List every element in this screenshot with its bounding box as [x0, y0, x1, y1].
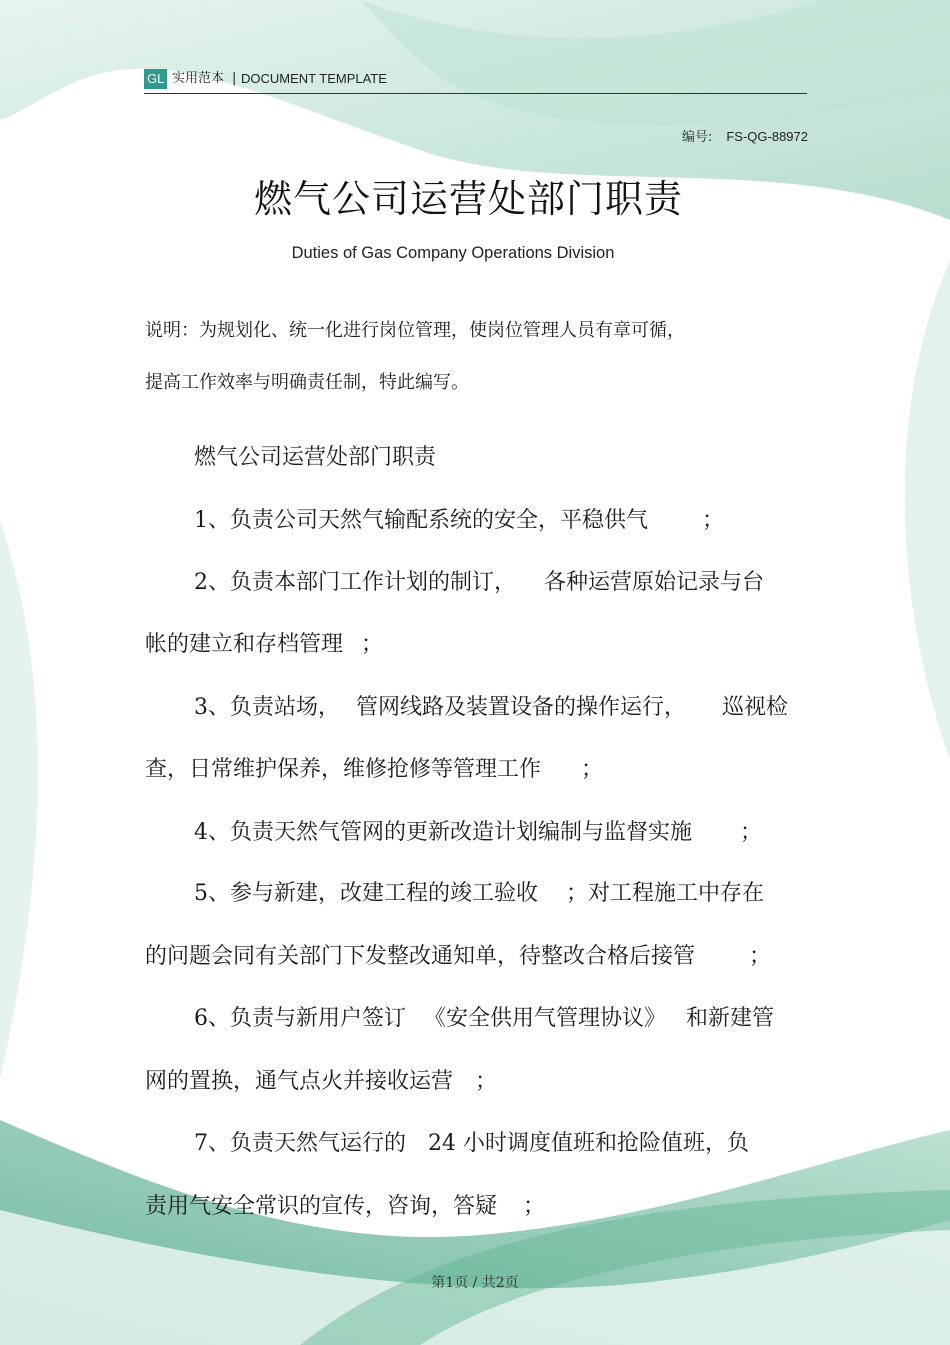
- note-line-2: 提高工作效率与明确责任制，特此编写。: [145, 372, 469, 393]
- header-category: 实用范本: [172, 71, 225, 86]
- body-line: 2、负责本部门工作计划的制订， 各种运营原始记录与台: [194, 570, 765, 595]
- document-number-label: 编号:: [681, 130, 713, 145]
- body-line: 网的置换，通气点火并接收运营 ；: [145, 1069, 498, 1094]
- page-footer: 第1页 / 共2页: [431, 1275, 519, 1291]
- note-line-1: 说明：为规划化、统一化进行岗位管理，使岗位管理人员有章可循，: [145, 320, 685, 341]
- header-template-label: DOCUMENT TEMPLATE: [241, 71, 387, 86]
- body-line: 5、参与新建，改建工程的竣工验收 ；对工程施工中存在: [194, 881, 765, 906]
- header-separator: |: [232, 71, 237, 86]
- logo-badge: GL: [144, 69, 167, 89]
- page-header: [144, 69, 807, 94]
- body-line: 6、负责与新用户签订 《安全供用气管理协议》 和新建管: [194, 1006, 775, 1031]
- document-number-value: FS-QG-88972: [726, 129, 808, 144]
- body-line: 帐的建立和存档管理 ；: [145, 632, 384, 657]
- body-line: 责用气安全常识的宣传，咨询，答疑 ；: [145, 1194, 546, 1219]
- body-line: 的问题会同有关部门下发整改通知单，待整改合格后接管 ；: [145, 944, 772, 969]
- body-line: 查，日常维护保养，维修抢修等管理工作 ；: [145, 757, 604, 782]
- body-line: 燃气公司运营处部门职责: [194, 445, 437, 470]
- body-line: 4、负责天然气管网的更新改造计划编制与监督实施 ；: [194, 820, 763, 845]
- page-subtitle: Duties of Gas Company Operations Division: [291, 244, 615, 262]
- page-title: 燃气公司运营处部门职责: [253, 177, 683, 221]
- body-line: 3、负责站场， 管网线路及装置设备的操作运行， 巡视检: [194, 695, 789, 720]
- document-number: [682, 126, 808, 145]
- body-line: 7、负责天然气运行的 24 小时调度值班和抢险值班，负: [194, 1131, 749, 1156]
- body-line: 1、负责公司天然气输配系统的安全，平稳供气 ；: [194, 508, 725, 533]
